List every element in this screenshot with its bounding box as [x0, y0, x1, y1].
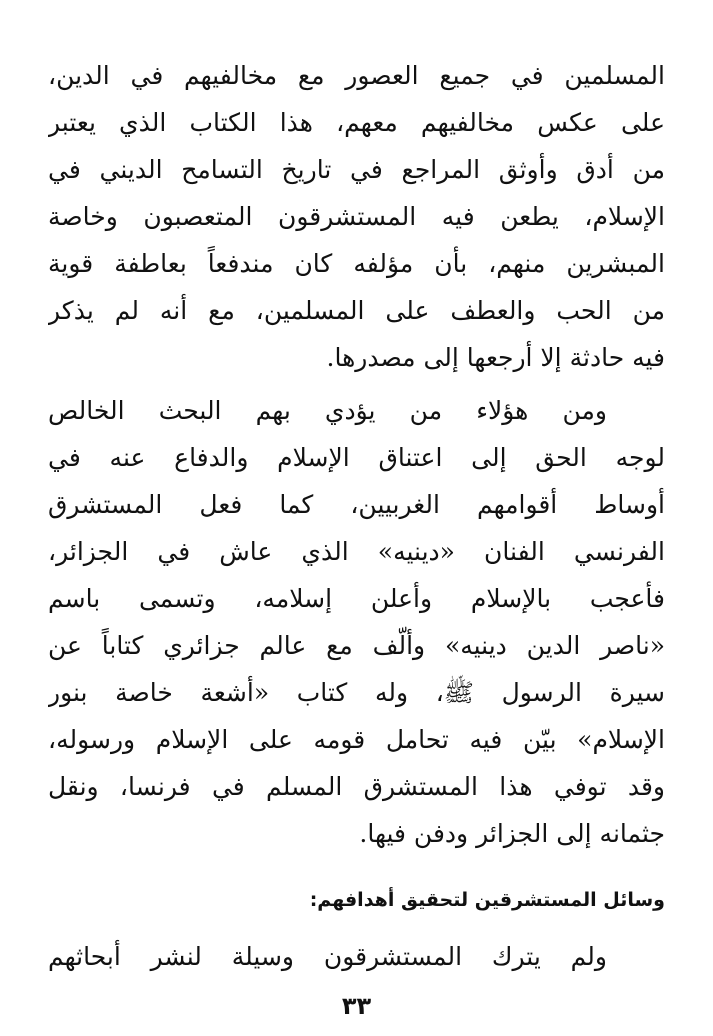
paragraph-section-start	[48, 933, 665, 980]
text-line: الإسلام» بيّن فيه تحامل قومه على الإسلام ورسوله،	[48, 725, 665, 754]
text-line: أوساط أقوامهم الغربيين، كما فعل المستشرق	[48, 490, 665, 519]
text-line: على عكس مخالفيهم معهم، هذا الكتاب الذي يعتبر	[48, 108, 665, 137]
text-line: سيرة الرسول ﷺ، وله كتاب «أشعة خاصة بنور	[48, 678, 665, 707]
text-line: فيه حادثة إلا أرجعها إلى مصدرها.	[326, 343, 665, 372]
text-line: الإسلام، يطعن فيه المستشرقون المتعصبون وخاصة	[48, 202, 665, 231]
text-line: المسلمين في جميع العصور مع مخالفيهم في الدين،	[48, 61, 665, 90]
text-line: من أدق وأوثق المراجع في تاريخ التسامح الديني في	[48, 155, 665, 184]
text-line: فأعجب بالإسلام وأعلن إسلامه، وتسمى باسم	[48, 584, 665, 613]
section-heading: وسائل المستشرقين لتحقيق أهدافهم:	[309, 889, 665, 911]
text-line: وقد توفي هذا المستشرق المسلم في فرنسا، ونقل	[48, 772, 665, 801]
text-line: المبشرين منهم، بأن مؤلفه كان مندفعاً بعاطفة قوية	[48, 249, 665, 278]
paragraph-continuation	[48, 52, 665, 381]
text-line: لوجه الحق إلى اعتناق الإسلام والدفاع عنه في	[48, 443, 665, 472]
text-line: من الحب والعطف على المسلمين، مع أنه لم يذكر	[48, 296, 665, 325]
text-line: ولم يترك المستشرقون وسيلة لنشر أبحاثهم	[48, 942, 607, 971]
text-line: الفرنسي الفنان «دينيه» الذي عاش في الجزائر،	[48, 537, 665, 566]
text-line: ومن هؤلاء من يؤدي بهم البحث الخالص	[48, 396, 607, 425]
text-line: جثمانه إلى الجزائر ودفن فيها.	[359, 819, 665, 848]
text-line: «ناصر الدين دينيه» وألّف مع عالم جزائري كتاباً عن	[48, 631, 665, 660]
page-number: ٣٣	[341, 992, 372, 1020]
paragraph-orientalist-converts	[48, 387, 665, 857]
